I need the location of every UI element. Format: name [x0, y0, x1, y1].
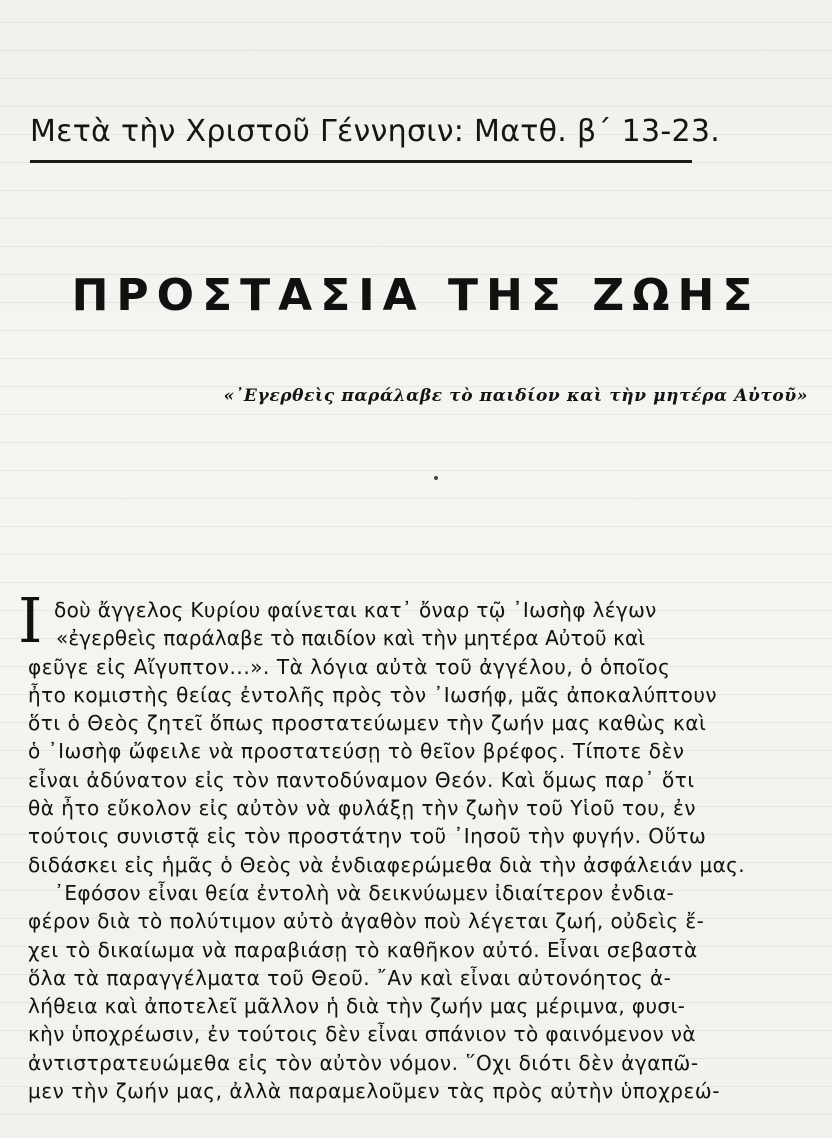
drop-cap-letter: Ι [18, 584, 43, 657]
body-line: τούτοις συνιστᾷ εἰς τὸν προστάτην τοῦ ᾿Ιησοῦ τὴν φυγήν. Οὕτω [28, 824, 707, 849]
body-line: λήθεια καὶ ἀποτελεῖ μᾶλλον ἡ διὰ τὴν ζωήν μας μέριμνα, φυσι- [28, 994, 686, 1019]
body-line: «ἐγερθεὶς παράλαβε τὸ παιδίον καὶ τὴν μητέρα Αὐτοῦ καὶ [56, 626, 646, 651]
body-line-text: δοὺ ἄγγελος Κυρίου φαίνεται κατ᾿ ὄναρ τῷ ᾿Ιωσὴφ λέγων [54, 598, 657, 622]
body-line: φεῦγε εἰς Αἴγυπτον...». Τὰ λόγια αὐτὰ τοῦ ἀγγέλου, ὁ ὁποῖος [28, 654, 671, 679]
article-body [18, 584, 808, 1105]
header-underline [30, 160, 692, 163]
article-epigraph: «᾿Εγερθεὶς παράλαβε τὸ παιδίον καὶ τὴν μητέρα Αὐτοῦ» [223, 386, 808, 406]
body-line: μεν τὴν ζωήν μας, ἀλλὰ παραμελοῦμεν τὰς πρὸς αὐτὴν ὑποχρεώ- [28, 1079, 720, 1104]
article-title: ΠΡΟΣΤΑΣΙΑ ΤΗΣ ΖΩΗΣ [71, 270, 761, 321]
body-line: ᾿Εφόσον εἶναι θεία ἐντολὴ νὰ δεικνύωμεν ἰδιαίτερον ἐνδια- [54, 880, 675, 905]
body-line: διδάσκει εἰς ἡμᾶς ὁ Θεὸς νὰ ἐνδιαφερώμεθα διὰ τὴν ἀσφάλειάν μας. [28, 852, 746, 877]
body-line: ὁ ᾿Ιωσὴφ ὤφειλε νὰ προστατεύσῃ τὸ θεῖον βρέφος. Τίποτε δὲν [28, 739, 685, 764]
reading-reference-header: Μετὰ τὴν Χριστοῦ Γέννησιν: Ματθ. β΄ 13-23. [30, 114, 721, 149]
body-line: ὅλα τὰ παραγγέλματα τοῦ Θεοῦ. ῎Αν καὶ εἶναι αὐτονόητος ἀ- [28, 965, 672, 990]
body-line: ὅτι ὁ Θεὸς ζητεῖ ὅπως προστατεύωμεν τὴν ζωήν μας καθὼς καὶ [28, 711, 707, 736]
body-line: θὰ ἦτο εὔκολον εἰς αὐτὸν νὰ φυλάξῃ τὴν ζωὴν τοῦ Υἱοῦ του, ἐν [28, 796, 696, 821]
body-line: εἶναι ἀδύνατον εἰς τὸν παντοδύναμον Θεόν. Καὶ ὅμως παρ᾿ ὅτι [28, 767, 695, 792]
body-line: χει τὸ δικαίωμα νὰ παραβιάσῃ τὸ καθῆκον αὐτό. Εἶναι σεβαστὰ [28, 937, 698, 962]
ornament-dot [434, 476, 438, 480]
body-line: ἦτο κομιστὴς θείας ἐντολῆς πρὸς τὸν ᾿Ιωσήφ, μᾶς ἀποκαλύπτουν [28, 682, 717, 707]
body-line: ἀντιστρατευώμεθα εἰς τὸν αὐτὸν νόμον. ῞Οχι διότι δὲν ἀγαπῶ- [28, 1050, 699, 1075]
body-line: κὴν ὑποχρέωσιν, ἐν τούτοις δὲν εἶναι σπάνιον τὸ φαινόμενον νὰ [28, 1022, 696, 1047]
body-line: φέρον διὰ τὸ πολύτιμον αὐτὸ ἀγαθὸν ποὺ λέγεται ζωή, οὐδεὶς ἔ- [28, 909, 705, 934]
